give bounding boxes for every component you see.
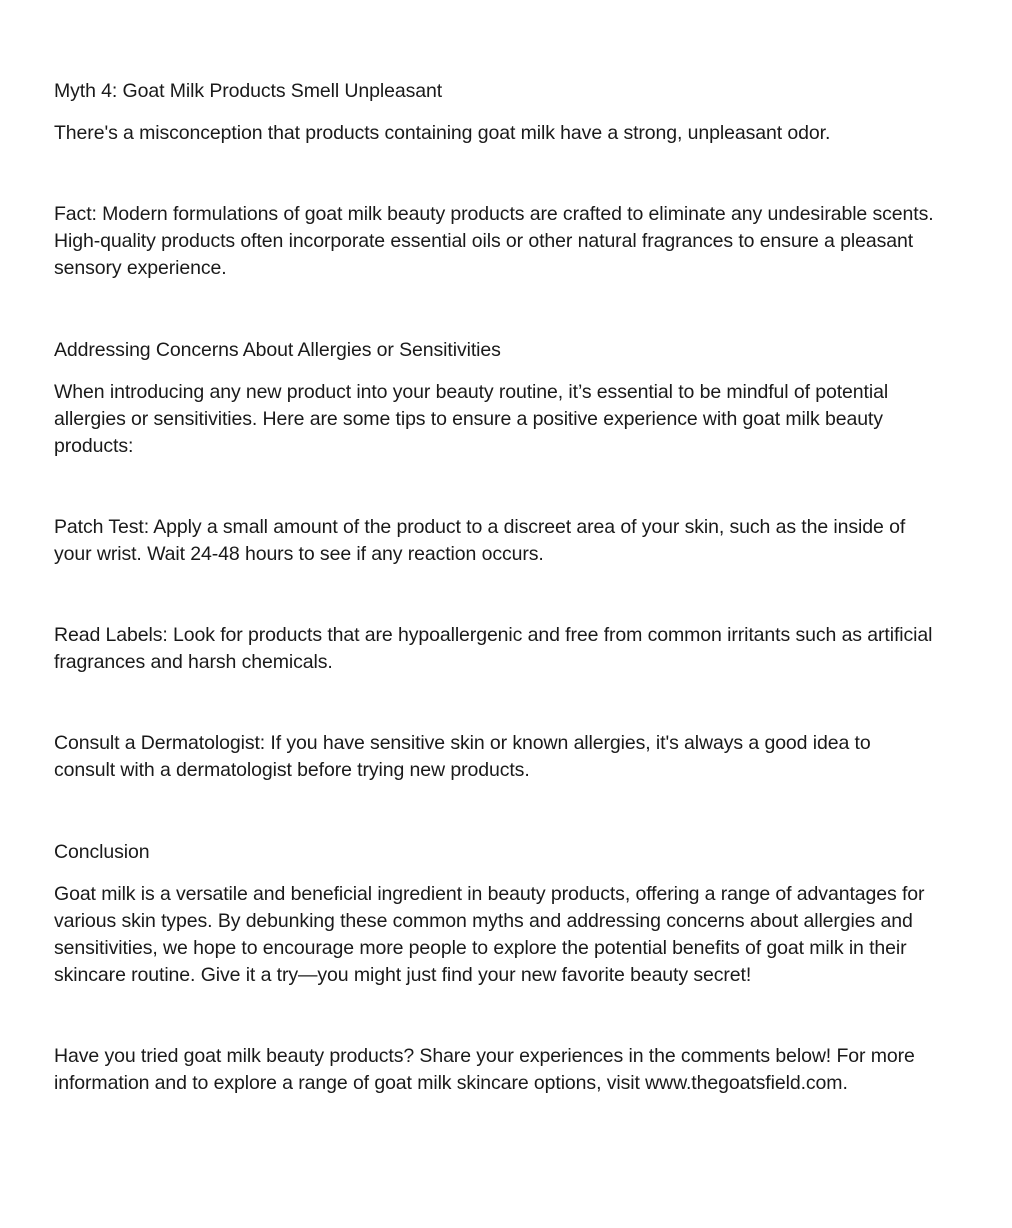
conclusion-heading: Conclusion [54, 841, 150, 863]
tip-read-labels: Read Labels: Look for products that are hypoallergenic and free from common irritants such as artificial fragrances and harsh chemicals. [54, 624, 933, 673]
myth4-heading: Myth 4: Goat Milk Products Smell Unpleasant [54, 80, 443, 102]
allergies-intro: When introducing any new product into your beauty routine, it’s essential to be mindful of potential allergies or sensitivities. Here are some tips to ensure a positive experience with goat milk beauty products: [54, 381, 889, 457]
allergies-heading: Addressing Concerns About Allergies or Sensitivities [54, 339, 501, 361]
tip-patch-test: Patch Test: Apply a small amount of the product to a discreet area of your skin, such as the inside of your wrist. Wait 24-48 hours to see if any reaction occurs. [54, 516, 906, 565]
conclusion-text: Goat milk is a versatile and beneficial ingredient in beauty products, offering a range of advantages for various skin types. By debunking these common myths and addressing concerns about allergies and sensitivities, we hope to encourage more people to explore the potential benefits of goat milk in their skincare routine. Give it a try—you might just find your new favorite beauty secret! [54, 883, 925, 986]
myth4-fact: Fact: Modern formulations of goat milk beauty products are crafted to eliminate any undesirable scents. High-quality products often incorporate essential oils or other natural fragrances to ensure a pleasant sensory experience. [54, 203, 934, 279]
article-body [54, 78, 934, 1097]
call-to-action-text: Have you tried goat milk beauty products? Share your experiences in the comments below! For more information and to explore a range of goat milk skincare options, visit www.thegoatsfield.com. [54, 1045, 915, 1094]
myth4-text: There's a misconception that products containing goat milk have a strong, unpleasant odor. [54, 122, 831, 144]
tip-consult-dermatologist: Consult a Dermatologist: If you have sensitive skin or known allergies, it's always a good idea to consult with a dermatologist before trying new products. [54, 732, 871, 781]
